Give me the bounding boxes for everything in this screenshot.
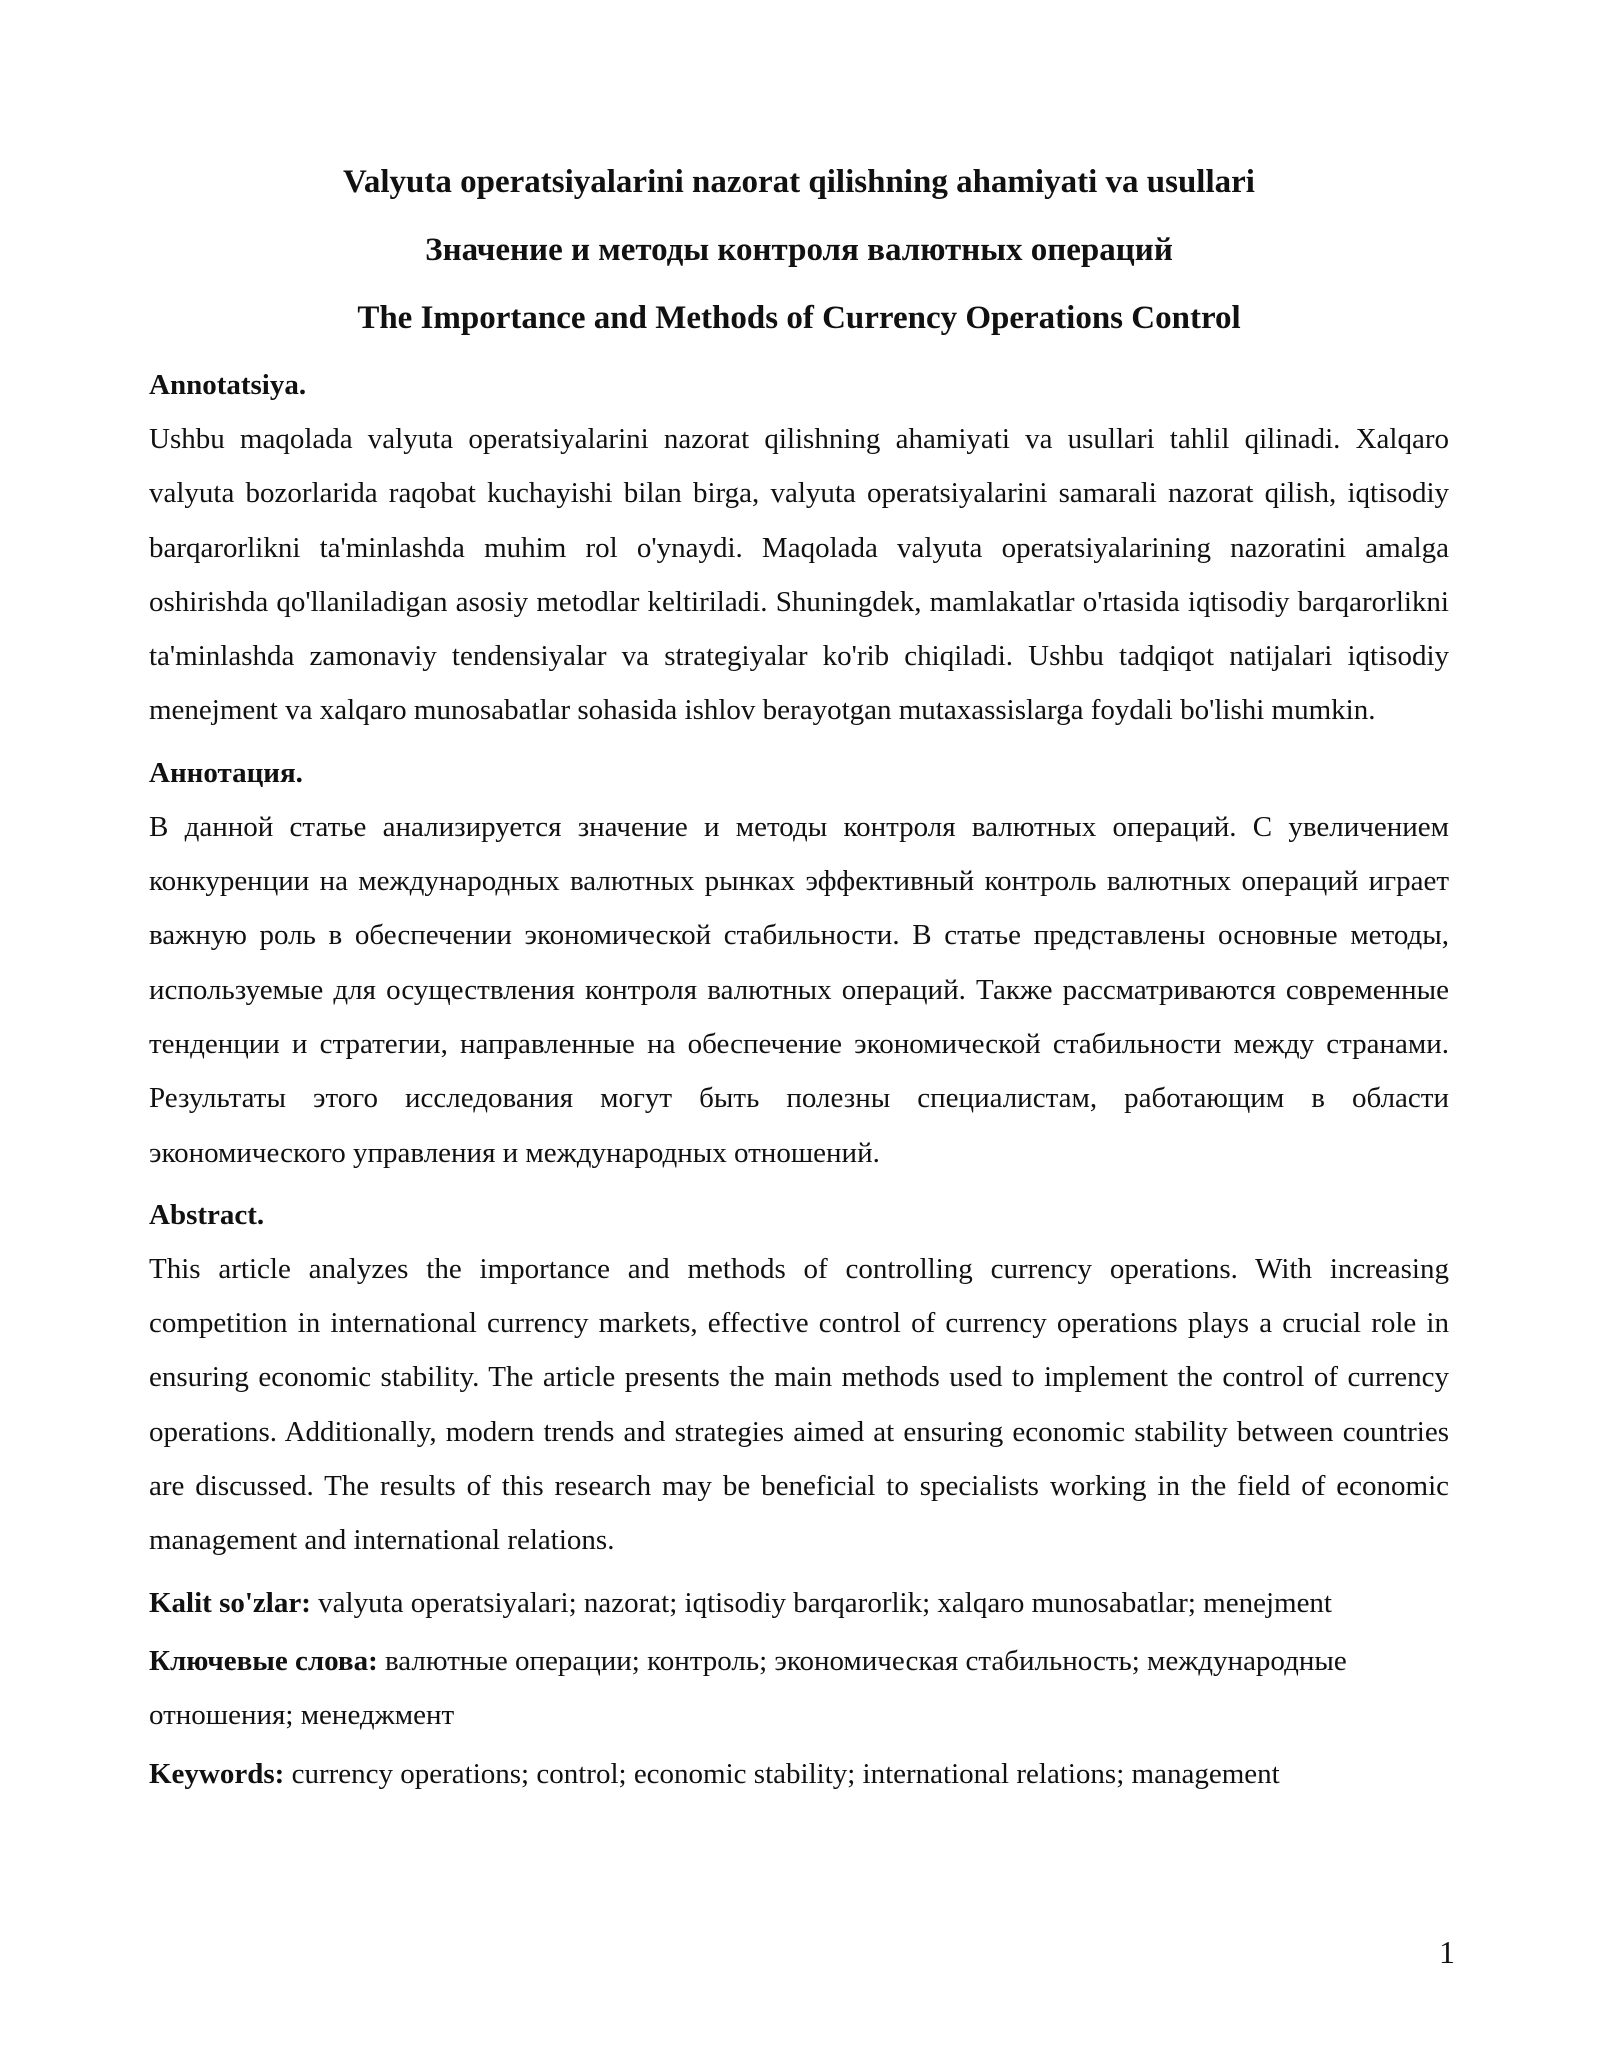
title-english: The Importance and Methods of Currency Operations Control xyxy=(357,300,1241,336)
keywords-label-english: Keywords: xyxy=(149,1757,285,1790)
abstract-text-russian: В данной статье анализируется значение и методы контроля валютных операций. С увеличением конкуренции на международных валютных рынках эффективный контроль валютных операций играет важную роль в обеспечении экономической стабильности. В статье представлены основные методы, используемые для осуществления контроля валютных операций. Также рассматриваются современные тенденции и стратегии, направленные на обеспечение экономической стабильности между странами. Результаты этого исследования могут быть полезны специалистам, работающим в области экономического управления и международных отношений. xyxy=(149,810,1449,1169)
abstract-text-uzbek: Ushbu maqolada valyuta operatsiyalarini nazorat qilishning ahamiyati va usullari tahlil qilinadi. Xalqaro valyuta bozorlarida raqobat kuchayishi bilan birga, valyuta operatsiyalarini samarali nazorat qilish, iqtisodiy barqarorlikni ta'minlashda muhim rol o'ynaydi. Maqolada valyuta operatsiyalarining nazoratini amalga oshirishda qo'llaniladigan asosiy metodlar keltiriladi. Shuningdek, mamlakatlar o'rtasida iqtisodiy barqarorlikni ta'minlashda zamonaviy tendensiyalar va strategiyalar ko'rib chiqiladi. Ushbu tadqiqot natijalari iqtisodiy menejment va xalqaro munosabatlar sohasida ishlov berayotgan mutaxassislarga foydali bo'lishi mumkin. xyxy=(149,423,1449,727)
keywords-label-russian: Ключевые слова: xyxy=(149,1644,378,1677)
keywords-list-english: currency operations; control; economic stability; international relations; management xyxy=(284,1757,1280,1790)
title-russian: Значение и методы контроля валютных операций xyxy=(425,232,1173,268)
abstract-heading-uzbek: Annotatsiya. xyxy=(149,369,307,401)
abstract-heading-russian: Аннотация. xyxy=(149,756,303,789)
page-number: 1 xyxy=(1439,1934,1455,1970)
abstract-text-english: This article analyzes the importance and methods of controlling currency operations. With increasing competition in international currency markets, effective control of currency operations plays a crucial role in ensuring economic stability. The article presents the main methods used to implement the control of currency operations. Additionally, modern trends and strategies aimed at ensuring economic stability between countries are discussed. The results of this research may be beneficial to specialists working in the field of economic management and international relations. xyxy=(149,1252,1449,1557)
title-uzbek: Valyuta operatsiyalarini nazorat qilishning ahamiyati va usullari xyxy=(343,164,1255,200)
keywords-label-uzbek: Kalit so'zlar: xyxy=(149,1586,311,1619)
keywords-list-uzbek: valyuta operatsiyalari; nazorat; iqtisodiy barqarorlik; xalqaro munosabatlar; menejment xyxy=(310,1586,1332,1619)
keywords-list-russian: валютные операции; контроль; экономическая стабильность; международные отношения; менеджмент xyxy=(149,1644,1347,1732)
title-block xyxy=(149,148,1449,352)
keywords-uzbek xyxy=(149,1576,1449,1630)
keywords-english xyxy=(149,1747,1449,1801)
abstract-heading-english: Abstract. xyxy=(149,1198,265,1231)
keywords-russian xyxy=(149,1634,1449,1743)
document-page xyxy=(149,148,1449,1805)
